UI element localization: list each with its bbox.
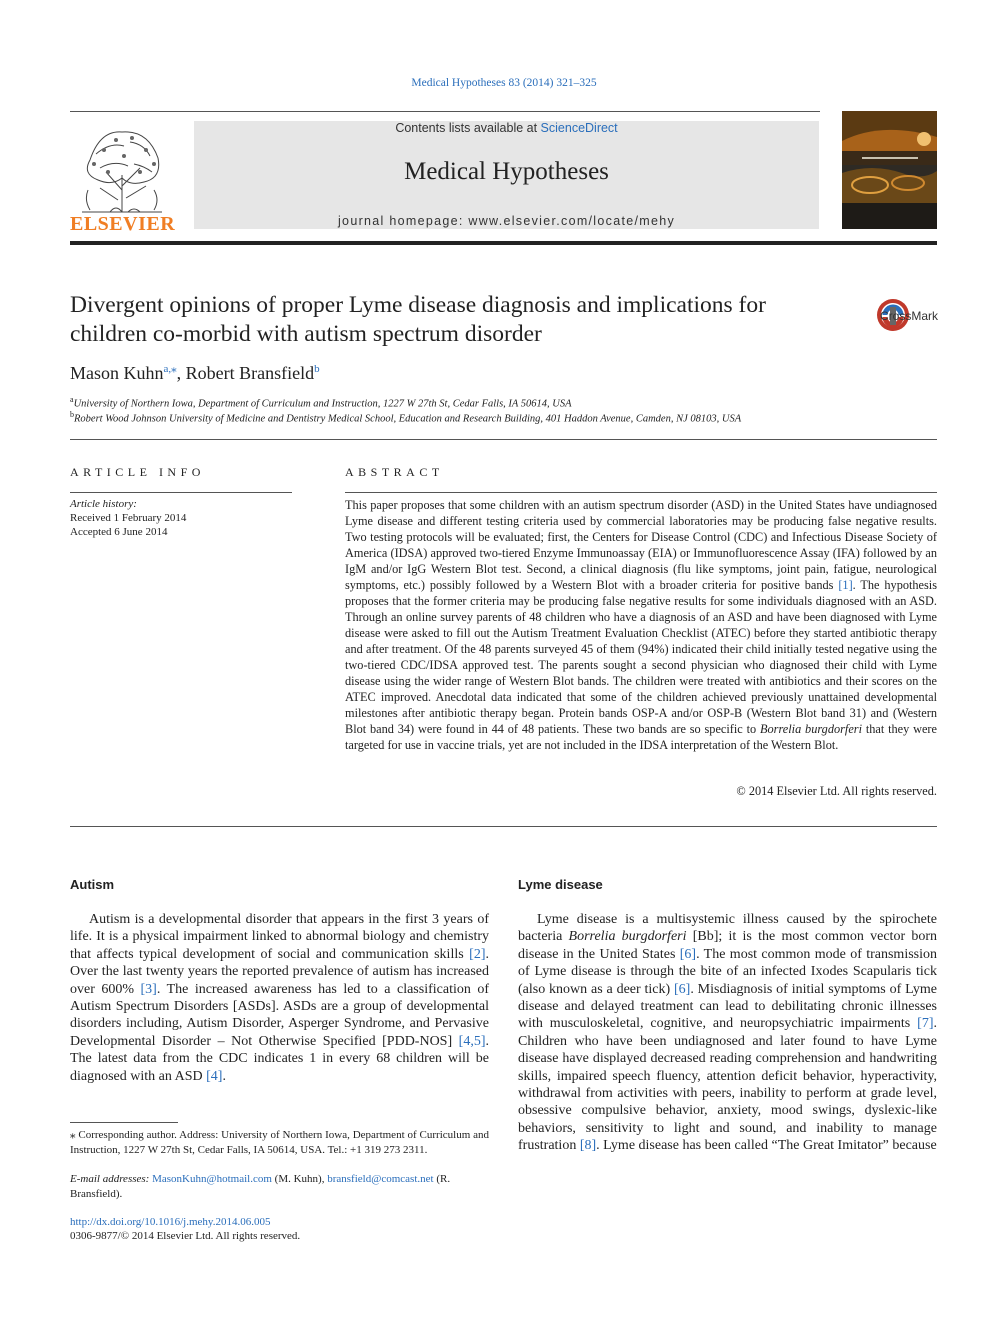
body-text: . Lyme disease has been called “The Great Imitator” because <box>596 1138 937 1154</box>
received-date: Received 1 February 2014 <box>70 512 187 524</box>
email-owner: (R. Bransfield). <box>70 1173 451 1200</box>
affiliation-text: University of Northern Iowa, Department of Curriculum and Instruction, 1227 W 27th St, Cedar Falls, IA 50614, USA <box>73 398 572 410</box>
abstract-text: . The hypothesis proposes that the former criteria may be producing false negative results for some individuals diagnosed with an ASD. Through an online survey parents of 48 children who have a diagnosis of an ASD and have been diagnosed with Lyme disease were asked to fill out the Autism Treatment Evaluation Checklist (ATEC) before they started antibiotic therapy and after treatment. Of the 48 parents surveyed 45 of them (94%) indicated their child initially tested negative using the two-tiered CDC/IDSA approved test. The parents sought a second physician who diagnosed their child with Lyme disease using the wider range of Western Blot bands. The children were treated with antibiotics and their scores on the ATEC improved. Anecdotal data indicated that some of the children achieved previously unattained developmental milestones after antibiotic therapy began. Protein bands OSP-A and/or OSP-B (Western Blot band 31) and (Western Blot band 34) were found in 44 of 48 patients. These two bands are so specific to <box>345 578 937 736</box>
reference-link[interactable]: [8] <box>579 1138 597 1154</box>
journal-masthead <box>194 121 819 229</box>
affiliation-marker: b <box>70 410 74 419</box>
author-list <box>70 362 320 384</box>
section-heading-autism: Autism <box>70 877 115 892</box>
header-rule <box>70 111 820 112</box>
body-text: Autism is a developmental disorder that appears in the first 3 years of life. It is a physical impairment linked to abnormal biology and chemistry that affects typical development of social and communication skills <box>70 912 489 962</box>
lyme-paragraph <box>518 911 937 1155</box>
article-history-label: Article history: <box>70 498 137 510</box>
body-text: . The latest data from the CDC indicates 1 in every 68 children will be diagnosed with an ASD <box>70 1033 489 1084</box>
footnote-star: ⁎ <box>70 1129 79 1141</box>
corresponding-author-note <box>70 1128 489 1158</box>
reference-link[interactable]: [3] <box>140 981 157 997</box>
journal-homepage[interactable]: journal homepage: www.elsevier.com/locate/mehy <box>337 214 676 228</box>
email-link[interactable]: bransfield@comcast.net <box>327 1173 434 1185</box>
body-text: . The most common mode of transmission of Lyme disease is through the bite of an infected Ixodes Scapularis tick (also known as a deer tick) <box>518 946 937 997</box>
abstract-heading: ABSTRACT <box>345 465 444 479</box>
body-text: [Bb]; it is the most common vector born disease in the United States <box>518 929 938 962</box>
reference-link[interactable]: [2] <box>469 946 486 962</box>
email-link[interactable]: MasonKuhn@hotmail.com <box>152 1173 272 1185</box>
abstract-text: that they were targeted for use in vaccine trials, yet are not included in the IDSA interpretation of the Western Blot. <box>345 722 937 752</box>
abstract-body <box>345 497 937 753</box>
footnote-rule <box>70 1122 178 1123</box>
article-title: Divergent opinions of proper Lyme disease diagnosis and implications for children co-morbid with autism spectrum disorder <box>70 292 766 347</box>
body-text: Lyme disease is a multisystemic illness caused by the spirochete bacteria <box>518 912 937 945</box>
body-text: . <box>222 1068 226 1084</box>
affiliation-text: Robert Wood Johnson University of Medicine and Dentistry Medical School, Education and Research Building, 401 Haddon Avenue, Camden, NJ 08103, USA <box>74 413 742 425</box>
abstract-rule <box>345 492 937 493</box>
author-separator: , <box>176 363 186 383</box>
article-info-rule <box>70 492 292 493</box>
elsevier-wordmark: ELSEVIER <box>70 213 176 235</box>
accepted-date: Accepted 6 June 2014 <box>70 526 168 538</box>
contents-prefix: Contents lists available at <box>395 121 541 135</box>
author-name: Mason Kuhn <box>70 363 164 383</box>
issn-copyright: 0306-9877/© 2014 Elsevier Ltd. All rights reserved. <box>70 1230 301 1242</box>
reference-link[interactable]: [6] <box>679 946 697 962</box>
body-text: . The increased awareness has led to a classification of Autism Spectrum Disorders [ASDs]. ASDs are a group of developmental disorders including, Autism Disorder, Asperger Syndrome, and Pervasive Developmental Disorder – Not Otherwise Specified [PDD-NOS] <box>70 981 489 1049</box>
autism-paragraph <box>70 911 489 1085</box>
email-label: E-mail addresses: <box>70 1173 150 1185</box>
author-affiliation-marker[interactable]: a,⁎ <box>163 363 177 375</box>
section-heading-lyme: Lyme disease <box>518 877 603 892</box>
section-rule <box>70 826 937 827</box>
footnote-text: Corresponding author. Address: University of Northern Iowa, Department of Curriculum and Instruction, 1227 W 27th St, Cedar Falls, IA 50614, USA. Tel.: +1 319 273 2311. <box>70 1129 490 1156</box>
journal-citation[interactable]: Medical Hypotheses 83 (2014) 321–325 <box>411 77 597 89</box>
article-info-heading: ARTICLE INFO <box>70 465 205 479</box>
affiliation-b <box>70 410 741 425</box>
crossmark-label[interactable]: CrossMark <box>880 309 939 323</box>
affiliation-marker: a <box>70 395 74 404</box>
journal-cover-image <box>842 111 937 229</box>
reference-link[interactable]: [1] <box>838 578 853 592</box>
author-name: Robert Bransfield <box>185 363 315 383</box>
body-text: . Children who have been undiagnosed and later found to have Lyme disease have displayed decreased reading comprehension and handwriting skills, impaired speech fluency, attention deficit behavior, hyperactivity, withdrawal from activities with peers, inability to perform at grade level, obsessive compulsive behavior, anxiety, mood swings, dyslexic-like behaviors, sensitivity to light and sound, and inability to manage frustration <box>518 1016 937 1154</box>
doi-link[interactable]: http://dx.doi.org/10.1016/j.mehy.2014.06.005 <box>70 1216 271 1228</box>
reference-link[interactable]: [6] <box>674 981 691 997</box>
contents-availability <box>194 121 819 135</box>
reference-link[interactable]: [7] <box>917 1016 934 1032</box>
abstract-italic: Borrelia burgdorferi <box>760 722 862 736</box>
header-thick-rule <box>70 241 937 245</box>
reference-link[interactable]: [4,5] <box>458 1033 486 1049</box>
sciencedirect-link[interactable]: ScienceDirect <box>540 121 618 135</box>
reference-link[interactable]: [4] <box>206 1068 223 1084</box>
email-owner: (M. Kuhn), <box>271 1173 328 1185</box>
author-affiliation-marker[interactable]: b <box>314 363 320 375</box>
body-italic: Borrelia burgdorferi <box>568 929 687 945</box>
journal-name: Medical Hypotheses <box>404 158 609 185</box>
abstract-copyright: © 2014 Elsevier Ltd. All rights reserved. <box>736 784 937 798</box>
abstract-text: This paper proposes that some children with an autism spectrum disorder (ASD) in the United States have undiagnosed Lyme disease and different testing criteria used by commercial laboratories may be producing false negative results. Two testing protocols will be evaluated; first, the Centers for Disease Control (CDC) and Infectious Disease Society of America (IDSA) approved two-tiered Enzyme Immunoassay (EIA) or Immunofluorescence Assay (IFA) followed by an IgM and/or IgG Western Blot test. Second, a clinical diagnosis (flu like symptoms, joint pain, fatigue, neurological symptoms, etc.) possibly followed by a Western Blot with a broader criteria for positive bands <box>345 498 937 592</box>
email-addresses <box>70 1172 489 1202</box>
body-text: . Over the last twenty years the reported prevalence of autism has increased over 600% <box>70 946 489 997</box>
section-rule <box>70 439 937 440</box>
body-text: . Misdiagnosis of initial symptoms of Lyme disease and delayed treatment can lead to debilitating chronic illnesses with musculoskeletal, cognitive, and neuropsychiatric impairments <box>518 981 937 1032</box>
affiliation-a <box>70 395 572 410</box>
